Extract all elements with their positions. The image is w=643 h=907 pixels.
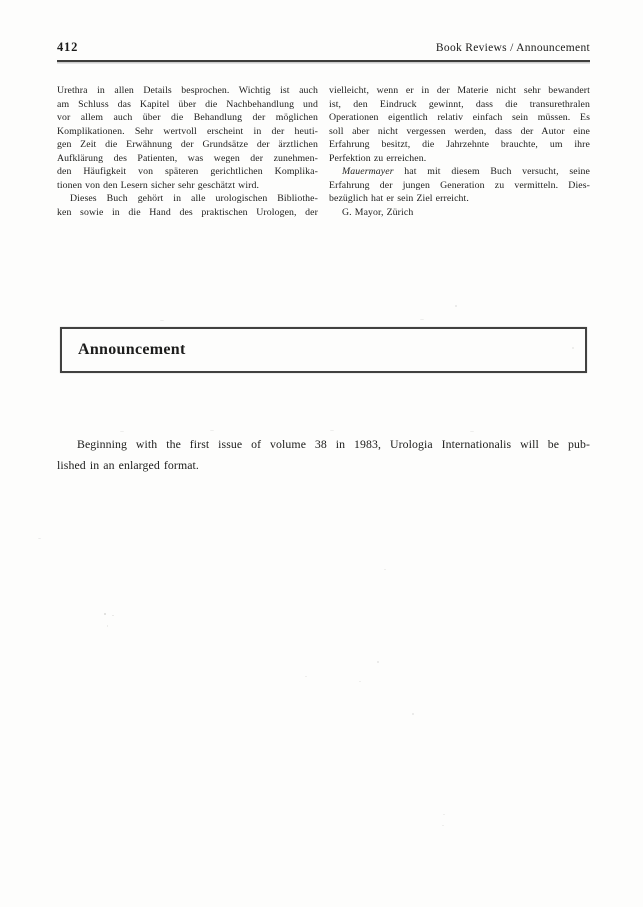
italic-text: Mauermayer: [342, 166, 394, 177]
text-line: Erfahrung der jungen Generation zu vermitteln. Dies-: [329, 179, 590, 191]
scan-speckle: [470, 431, 474, 432]
text-line: Aufklärung des Patienten, was wegen der zunehmen-: [57, 152, 318, 164]
text-line: bezüglich hat er sein Ziel erreicht.: [329, 193, 469, 204]
text-line: ist, den Eindruck gewinnt, dass die transurethralen: [329, 98, 590, 110]
text-line: Mauermayer hat mit diesem Buch versucht, seine: [342, 166, 590, 177]
page-header: [57, 40, 590, 62]
scan-speckle: [443, 814, 445, 815]
text-line: am Schluss das Kapitel über die Nachbehandlung und: [57, 98, 318, 110]
scan-speckle: [210, 430, 214, 431]
scan-speckle: [305, 676, 307, 677]
announcement-paragraph: [57, 434, 590, 476]
scan-speckle: [330, 430, 334, 431]
scan-speckle: [455, 305, 457, 307]
text-line: tionen von den Lesern sicher sehr geschätzt wird.: [57, 179, 260, 191]
announcement-heading: Announcement: [78, 341, 186, 358]
text-line: vor allem auch über die Behandlung der möglichen: [57, 112, 318, 123]
text-line: vielleicht, wenn er in der Materie nicht sehr bewandert: [329, 85, 590, 96]
scan-speckle: [104, 613, 106, 615]
announcement-heading-box: [60, 327, 587, 373]
scan-speckle: [359, 681, 361, 682]
text-line: soll aber nicht vergessen werden, dass der Autor eine: [329, 125, 590, 137]
scan-speckle: [384, 569, 386, 570]
text-line: G. Mayor, Zürich: [342, 206, 414, 218]
scan-speckle: [412, 713, 414, 715]
text-line: Dieses Buch gehört in alle urologischen Bibliothe-: [70, 193, 318, 204]
right-column: [329, 84, 590, 219]
page-number: 412: [57, 40, 79, 54]
scan-speckle: [420, 319, 424, 320]
book-review-text: [57, 84, 590, 219]
text-line: den Häufigkeit von späteren gerichtlichen Komplika-: [57, 166, 318, 177]
running-head: Book Reviews / Announcement: [435, 42, 590, 54]
scan-speckle: [160, 320, 164, 321]
text-line: lished in an enlarged format.: [57, 458, 199, 472]
text-line: gen Zeit die Erwähnung der Grundsätze der ärztlichen: [57, 139, 318, 150]
text-line: Beginning with the first issue of volume 38 in 1983, Urologia Internationalis will be pub-: [77, 437, 590, 451]
scan-speckle: [112, 615, 114, 616]
text-line: Erfahrung besitzt, die Jahrzehnte brauchte, um ihre: [329, 139, 590, 150]
text-line: Komplikationen. Sehr wertvoll erscheint in der heuti-: [57, 125, 318, 137]
scan-speckle: [377, 661, 379, 663]
scan-speckle: [107, 625, 108, 627]
text-line: Urethra in allen Details besprochen. Wichtig ist auch: [57, 85, 318, 96]
left-column: [57, 84, 318, 219]
scan-speckle: [572, 347, 574, 349]
text-line: Operationen eigentlich relativ einfach sein müssen. Es: [329, 112, 590, 123]
text-line: Perfektion zu erreichen.: [329, 152, 427, 164]
scan-speckle: [442, 825, 444, 826]
scan-speckle: [120, 431, 124, 432]
scan-speckle: [38, 538, 41, 539]
text-line: ken sowie in die Hand des praktischen Urologen, der: [57, 206, 318, 218]
